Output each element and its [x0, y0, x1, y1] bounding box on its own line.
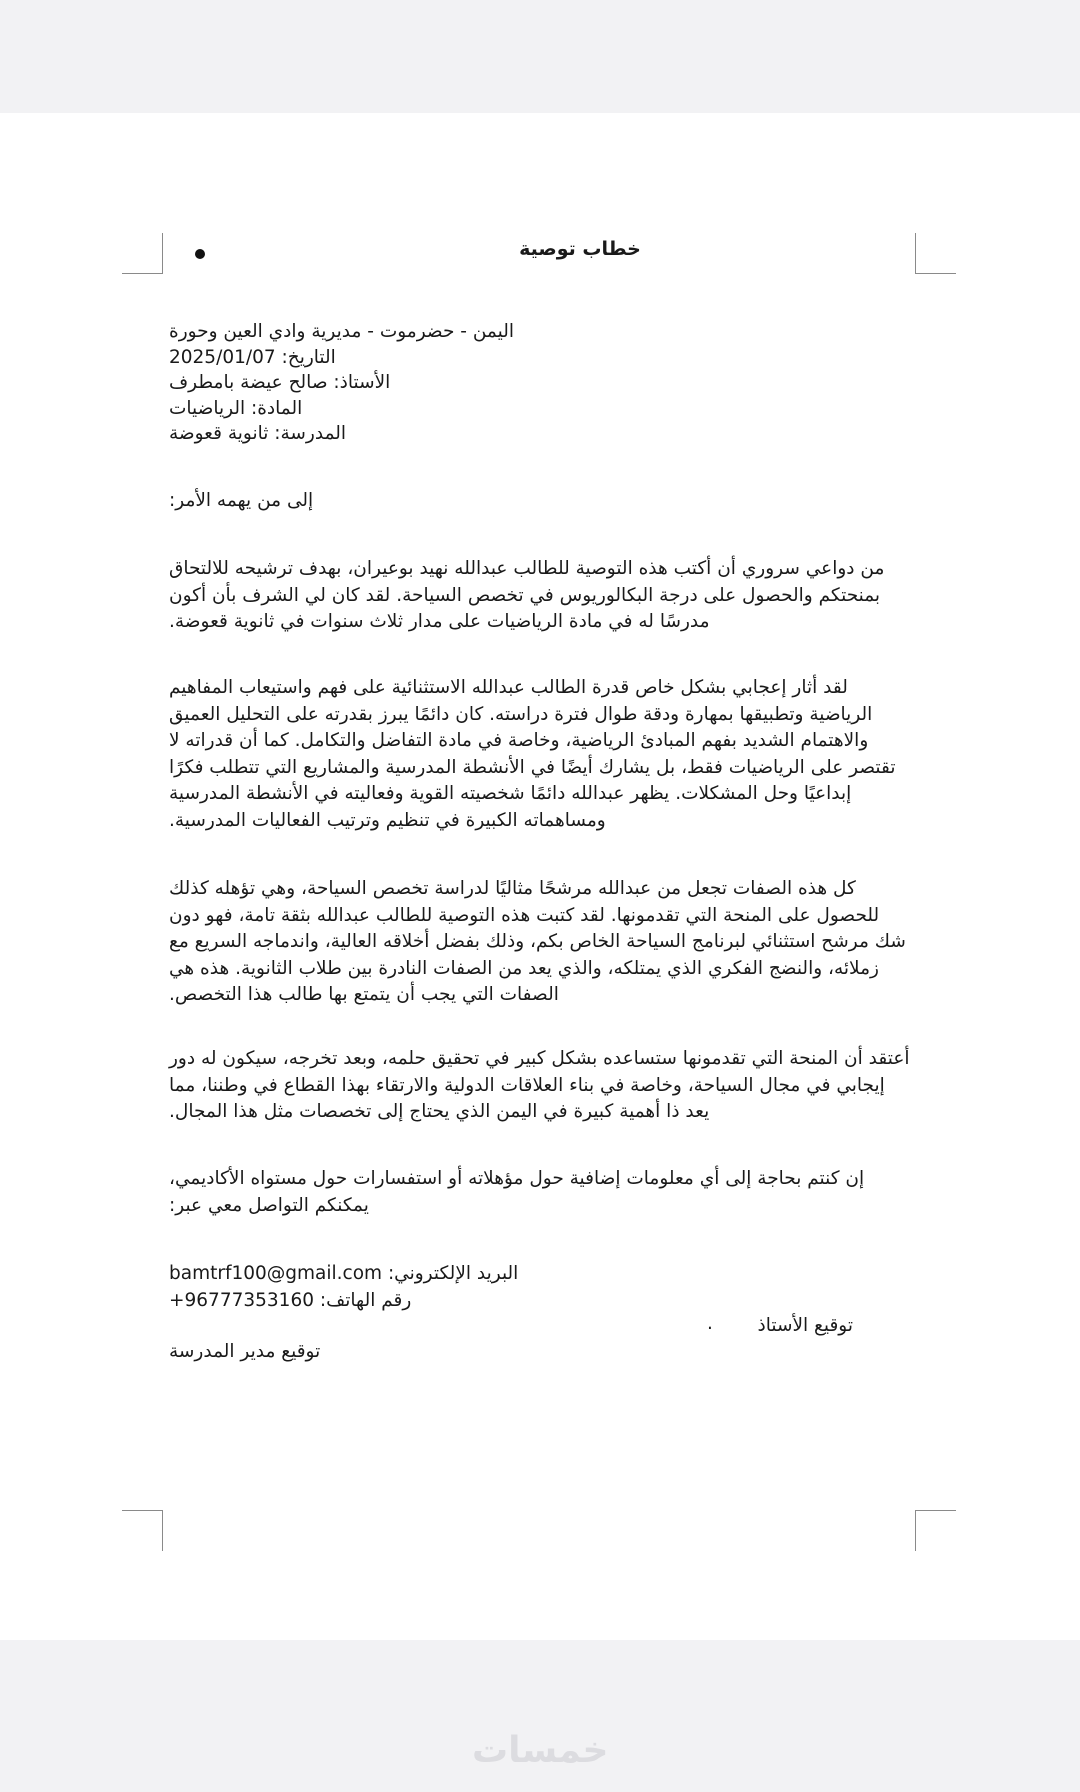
paragraph-line: يعد ذا أهمية كبيرة في اليمن الذي يحتاج إلى تخصصات مثل هذا المجال.	[169, 1101, 710, 1122]
paragraph-line: كل هذه الصفات تجعل من عبدالله مرشحًا مثاليًا لدراسة تخصص السياحة، وهي تؤهله كذلك	[169, 878, 856, 899]
paragraph-4	[169, 1046, 910, 1126]
contact-email: البريد الإلكتروني: bamtrf100@gmail.com	[169, 1263, 519, 1284]
paragraph-line: ومساهماته الكبيرة في تنظيم وترتيب الفعاليات المدرسية.	[169, 809, 606, 831]
paragraph-line: إيجابي في مجال السياحة، وخاصة في بناء العلاقات الدولية والارتقاء بهذا القطاع في وطننا، مما	[169, 1074, 885, 1096]
signature-dot: .	[707, 1313, 713, 1334]
paragraph-line: إن كنتم بحاجة إلى أي معلومات إضافية حول مؤهلاته أو استفسارات حول مستواه الأكاديمي،	[169, 1168, 865, 1189]
paragraph-2	[169, 675, 896, 834]
paragraph-line: لقد أثار إعجابي بشكل خاص قدرة الطالب عبدالله الاستثنائية على فهم واستيعاب المفاهيم	[169, 677, 848, 698]
header-location: اليمن - حضرموت - مديرية وادي العين وحورة	[169, 321, 514, 342]
khamsat-watermark-logo: خمسات	[472, 1730, 609, 1771]
salutation	[169, 488, 313, 515]
paragraph-5	[169, 1166, 864, 1219]
document-title: خطاب توصية	[519, 238, 641, 260]
crop-mark-top-right	[915, 233, 956, 274]
header-block	[169, 319, 514, 447]
contact-phone: رقم الهاتف: 96777353160+	[169, 1289, 412, 1311]
crop-mark-bottom-left	[122, 1510, 163, 1551]
paragraph-line: زملائه، والنضج الفكري الذي يمتلكه، والذي يعد من الصفات النادرة بين طلاب الثانوية. هذه هي	[169, 957, 879, 979]
paragraph-line: الرياضية وتطبيقها بمهارة ودقة طوال فترة دراسته. كان دائمًا يبرز بقدرته على التحليل العميق	[169, 703, 873, 725]
header-date: التاريخ: 2025/01/07	[169, 346, 336, 368]
paragraph-line: مدرسًا له في مادة الرياضيات على مدار ثلاث سنوات في ثانوية قعوضة.	[169, 611, 710, 632]
document-page	[0, 113, 1080, 1640]
paragraph-1	[169, 556, 884, 636]
header-subject: المادة: الرياضيات	[169, 397, 303, 419]
crop-mark-bottom-right	[915, 1510, 956, 1551]
paragraph-line: من دواعي سروري أن أكتب هذه التوصية للطالب عبدالله نهيد بوعيران، بهدف ترشيحه للالتحاق	[169, 558, 885, 579]
paragraph-line: أعتقد أن المنحة التي تقدمونها ستساعده بشكل كبير في تحقيق حلمه، وبعد تخرجه، سيكون له دور	[169, 1048, 910, 1069]
bullet-icon	[195, 249, 205, 259]
salutation-text: إلى من يهمه الأمر:	[169, 490, 314, 511]
header-teacher: الأستاذ: صالح عيضة بامطرف	[169, 372, 391, 393]
paragraph-line: تقتصر على الرياضيات فقط، بل يشارك أيضًا في الأنشطة المدرسية والمشاريع التي تتطلب فكرًا	[169, 756, 896, 778]
teacher-signature-label: توقيع الأستاذ	[757, 1315, 853, 1336]
contact-block	[169, 1261, 518, 1314]
paragraph-line: والاهتمام الشديد بفهم المبادئ الرياضية، وخاصة في مادة التفاضل والتكامل. كما أن قدراته لا	[169, 730, 869, 751]
crop-mark-top-left	[122, 233, 163, 274]
paragraph-3	[169, 876, 906, 1009]
paragraph-line: يمكنكم التواصل معي عبر:	[169, 1194, 369, 1216]
header-school: المدرسة: ثانوية قعوضة	[169, 423, 347, 444]
paragraph-line: شك مرشح استثنائي لبرنامج السياحة الخاص بكم، وذلك بفضل أخلاقه العالية، واندماجه السريع مع	[169, 931, 906, 952]
paragraph-line: بمنحتكم والحصول على درجة البكالوريوس في تخصص السياحة. لقد كان لي الشرف بأن أكون	[169, 584, 881, 606]
paragraph-line: إبداعيًا وحل المشكلات. يظهر عبدالله دائمًا شخصيته القوية وفعاليته في الأنشطة المدرسية	[169, 783, 852, 804]
paragraph-line: الصفات التي يجب أن يتمتع بها طالب هذا التخصص.	[169, 984, 559, 1005]
principal-signature-label: توقيع مدير المدرسة	[169, 1341, 321, 1362]
paragraph-line: للحصول على المنحة التي تقدمونها. لقد كتبت هذه التوصية للطالب عبدالله بثقة تامة، فهو دون	[169, 904, 880, 926]
